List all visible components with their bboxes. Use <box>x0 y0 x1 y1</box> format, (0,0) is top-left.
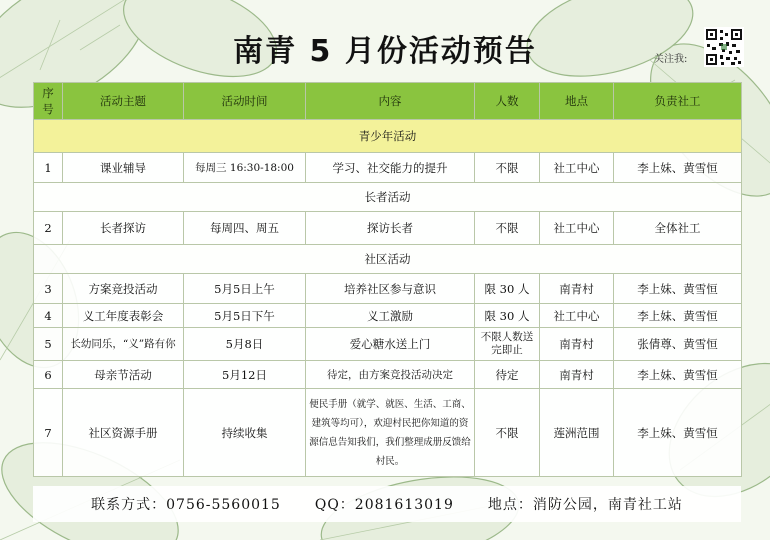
table-row <box>34 212 742 245</box>
cell-content: 探访长者 <box>306 212 475 245</box>
cell-time: 每周三 16:30-18:00 <box>184 153 306 183</box>
cell-time: 5月5日上午 <box>184 274 306 304</box>
cell-people: 待定 <box>475 361 540 389</box>
section-label: 社区活动 <box>34 245 742 274</box>
table-row <box>34 328 742 361</box>
section-label: 长者活动 <box>34 183 742 212</box>
col-header-no: 序号 <box>34 83 63 120</box>
cell-place: 南青村 <box>540 274 614 304</box>
cell-worker: 李上妹、黄雪恒 <box>614 389 742 477</box>
cell-no: 4 <box>34 304 63 328</box>
cell-topic: 长幼同乐，“义”路有你 <box>63 328 184 361</box>
cell-place: 南青村 <box>540 328 614 361</box>
cell-no: 3 <box>34 274 63 304</box>
cell-content: 培养社区参与意识 <box>306 274 475 304</box>
cell-time: 每周四、周五 <box>184 212 306 245</box>
page-title: 南青 5 月份活动预告 <box>233 34 537 69</box>
cell-time: 5月12日 <box>184 361 306 389</box>
cell-content: 义工激励 <box>306 304 475 328</box>
cell-worker: 李上妹、黄雪恒 <box>614 304 742 328</box>
cell-topic: 课业辅导 <box>63 153 184 183</box>
cell-worker: 李上妹、黄雪恒 <box>614 361 742 389</box>
qr-code[interactable] <box>704 27 744 67</box>
cell-people: 限 30 人 <box>475 274 540 304</box>
contact-phone: 联系方式：0756-5560015 <box>91 497 281 513</box>
table-row <box>34 389 742 477</box>
col-header-people: 人数 <box>475 83 540 120</box>
cell-topic: 方案竞投活动 <box>63 274 184 304</box>
cell-place: 社工中心 <box>540 304 614 328</box>
cell-topic: 义工年度表彰会 <box>63 304 184 328</box>
cell-no: 1 <box>34 153 63 183</box>
cell-people: 不限 <box>475 212 540 245</box>
cell-people: 限 30 人 <box>475 304 540 328</box>
cell-time: 5月8日 <box>184 328 306 361</box>
table-row <box>34 153 742 183</box>
contact-qq: QQ：2081613019 <box>314 497 454 513</box>
section-row-community <box>34 245 742 274</box>
cell-place: 南青村 <box>540 361 614 389</box>
contact-address: 地点：消防公园，南青社工站 <box>487 497 683 513</box>
section-label: 青少年活动 <box>34 120 742 153</box>
cell-content: 学习、社交能力的提升 <box>306 153 475 183</box>
cell-no: 7 <box>34 389 63 477</box>
col-header-place: 地点 <box>540 83 614 120</box>
cell-content: 爱心糖水送上门 <box>306 328 475 361</box>
cell-place: 社工中心 <box>540 153 614 183</box>
contact-footer <box>33 486 741 522</box>
cell-worker: 李上妹、黄雪恒 <box>614 153 742 183</box>
section-row-youth <box>34 120 742 153</box>
cell-topic: 社区资源手册 <box>63 389 184 477</box>
table-header-row <box>34 83 742 120</box>
cell-people: 不限 <box>475 153 540 183</box>
cell-topic: 长者探访 <box>63 212 184 245</box>
cell-people: 不限 <box>475 389 540 477</box>
cell-worker: 全体社工 <box>614 212 742 245</box>
cell-place: 莲洲范围 <box>540 389 614 477</box>
col-header-content: 内容 <box>306 83 475 120</box>
cell-content: 便民手册（就学、就医、生活、工商、建筑等均可），欢迎村民把你知道的资源信息告知我们，我们整理成册反馈给村民。 <box>306 389 475 477</box>
col-header-topic: 活动主题 <box>63 83 184 120</box>
cell-place: 社工中心 <box>540 212 614 245</box>
cell-worker: 李上妹、黄雪恒 <box>614 274 742 304</box>
table-row <box>34 361 742 389</box>
cell-time: 5月5日下午 <box>184 304 306 328</box>
table-row <box>34 304 742 328</box>
cell-worker: 张倩尊、黄雪恒 <box>614 328 742 361</box>
follow-label: 关注我: <box>654 54 688 65</box>
section-row-elder <box>34 183 742 212</box>
col-header-time: 活动时间 <box>184 83 306 120</box>
cell-content: 待定，由方案竞投活动决定 <box>306 361 475 389</box>
cell-time: 持续收集 <box>184 389 306 477</box>
cell-no: 5 <box>34 328 63 361</box>
table-row <box>34 274 742 304</box>
cell-no: 2 <box>34 212 63 245</box>
activity-schedule-table <box>33 82 742 477</box>
cell-topic: 母亲节活动 <box>63 361 184 389</box>
cell-people: 不限人数送完即止 <box>475 328 540 361</box>
cell-no: 6 <box>34 361 63 389</box>
col-header-worker: 负责社工 <box>614 83 742 120</box>
